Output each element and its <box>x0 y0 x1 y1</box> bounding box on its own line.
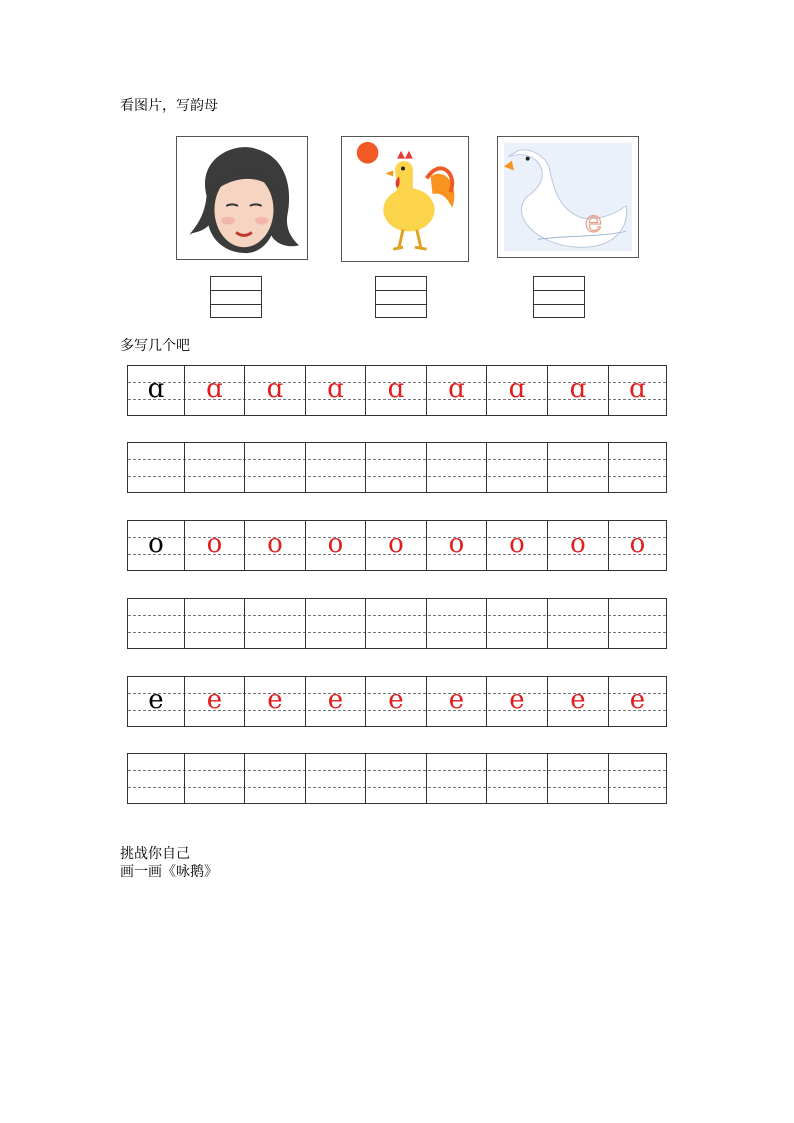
rooster-icon <box>342 137 468 261</box>
trace-letter: e <box>388 685 404 715</box>
writing-cell[interactable] <box>486 521 547 570</box>
writing-cell[interactable] <box>426 754 486 803</box>
writing-cell[interactable] <box>184 599 244 648</box>
writing-cell[interactable] <box>608 443 666 492</box>
goose-image <box>497 136 639 258</box>
writing-cell[interactable] <box>426 443 486 492</box>
trace-letter: ɑ <box>327 374 344 404</box>
trace-letter: o <box>570 529 586 559</box>
section-title-challenge: 挑战你自己 <box>120 846 190 862</box>
trace-letter: ɑ <box>448 374 465 404</box>
writing-cell[interactable] <box>547 677 608 726</box>
writing-cell[interactable] <box>365 754 426 803</box>
writing-cell[interactable] <box>244 521 305 570</box>
trace-letter: e <box>206 685 223 715</box>
writing-cell[interactable] <box>486 443 547 492</box>
trace-letter: ɑ <box>629 374 646 404</box>
writing-cell[interactable] <box>365 599 426 648</box>
trace-letter: o <box>388 529 404 559</box>
writing-cell[interactable] <box>426 677 486 726</box>
practice-row[interactable] <box>127 520 667 571</box>
writing-cell[interactable] <box>608 521 666 570</box>
model-letter: e <box>148 685 164 715</box>
trace-letter: ɑ <box>387 374 405 404</box>
girl-face-icon <box>177 137 307 259</box>
trace-letter: o <box>629 529 646 559</box>
trace-letter: e <box>570 685 586 715</box>
writing-cell[interactable] <box>128 521 184 570</box>
trace-letter: o <box>327 529 344 559</box>
writing-cell[interactable] <box>547 366 608 415</box>
writing-cell[interactable] <box>547 599 608 648</box>
section-title-write-more: 多写几个吧 <box>120 338 190 354</box>
rooster-image <box>341 136 469 262</box>
writing-cell[interactable] <box>128 366 184 415</box>
writing-cell[interactable] <box>608 754 666 803</box>
writing-cell[interactable] <box>486 599 547 648</box>
writing-cell[interactable] <box>184 443 244 492</box>
writing-cell[interactable] <box>608 599 666 648</box>
writing-cell[interactable] <box>305 366 365 415</box>
trace-letter: e <box>509 685 525 715</box>
trace-letter: e <box>327 685 344 715</box>
writing-cell[interactable] <box>426 366 486 415</box>
writing-cell[interactable] <box>365 366 426 415</box>
practice-row[interactable] <box>127 598 667 649</box>
writing-cell[interactable] <box>244 677 305 726</box>
writing-cell[interactable] <box>244 754 305 803</box>
answer-box-3[interactable] <box>533 276 585 318</box>
trace-letter: e <box>629 685 646 715</box>
writing-cell[interactable] <box>128 754 184 803</box>
section-subtitle-draw-poem: 画一画《咏鹅》 <box>120 864 218 880</box>
model-letter: ɑ <box>147 374 165 404</box>
writing-cell[interactable] <box>244 599 305 648</box>
practice-row[interactable] <box>127 753 667 804</box>
practice-row[interactable] <box>127 365 667 416</box>
answer-box-1[interactable] <box>210 276 262 318</box>
trace-letter: ɑ <box>569 374 587 404</box>
trace-letter: e <box>448 685 465 715</box>
writing-cell[interactable] <box>184 366 244 415</box>
writing-cell[interactable] <box>184 754 244 803</box>
trace-letter: o <box>509 529 525 559</box>
writing-cell[interactable] <box>547 754 608 803</box>
goose-icon <box>498 137 638 257</box>
writing-cell[interactable] <box>305 599 365 648</box>
writing-cell[interactable] <box>128 677 184 726</box>
writing-cell[interactable] <box>244 443 305 492</box>
practice-row[interactable] <box>127 442 667 493</box>
writing-cell[interactable] <box>426 599 486 648</box>
writing-cell[interactable] <box>486 754 547 803</box>
writing-cell[interactable] <box>128 443 184 492</box>
writing-cell[interactable] <box>426 521 486 570</box>
model-letter: o <box>148 529 164 559</box>
goose-letter: e <box>584 204 603 239</box>
girl-face-image <box>176 136 308 260</box>
writing-cell[interactable] <box>608 677 666 726</box>
writing-cell[interactable] <box>184 677 244 726</box>
trace-letter: o <box>267 529 283 559</box>
section-title-look-and-write: 看图片，写韵母 <box>120 98 218 114</box>
practice-row[interactable] <box>127 676 667 727</box>
writing-cell[interactable] <box>305 754 365 803</box>
trace-letter: ɑ <box>508 374 526 404</box>
writing-cell[interactable] <box>486 366 547 415</box>
answer-box-2[interactable] <box>375 276 427 318</box>
writing-cell[interactable] <box>486 677 547 726</box>
trace-letter: o <box>206 529 223 559</box>
writing-cell[interactable] <box>305 443 365 492</box>
trace-letter: o <box>448 529 465 559</box>
trace-letter: ɑ <box>206 374 223 404</box>
writing-cell[interactable] <box>305 521 365 570</box>
writing-cell[interactable] <box>184 521 244 570</box>
writing-cell[interactable] <box>608 366 666 415</box>
writing-cell[interactable] <box>547 443 608 492</box>
writing-cell[interactable] <box>547 521 608 570</box>
writing-cell[interactable] <box>365 521 426 570</box>
writing-cell[interactable] <box>365 677 426 726</box>
writing-cell[interactable] <box>244 366 305 415</box>
writing-cell[interactable] <box>365 443 426 492</box>
writing-cell[interactable] <box>305 677 365 726</box>
trace-letter: ɑ <box>266 374 284 404</box>
writing-cell[interactable] <box>128 599 184 648</box>
trace-letter: e <box>267 685 283 715</box>
